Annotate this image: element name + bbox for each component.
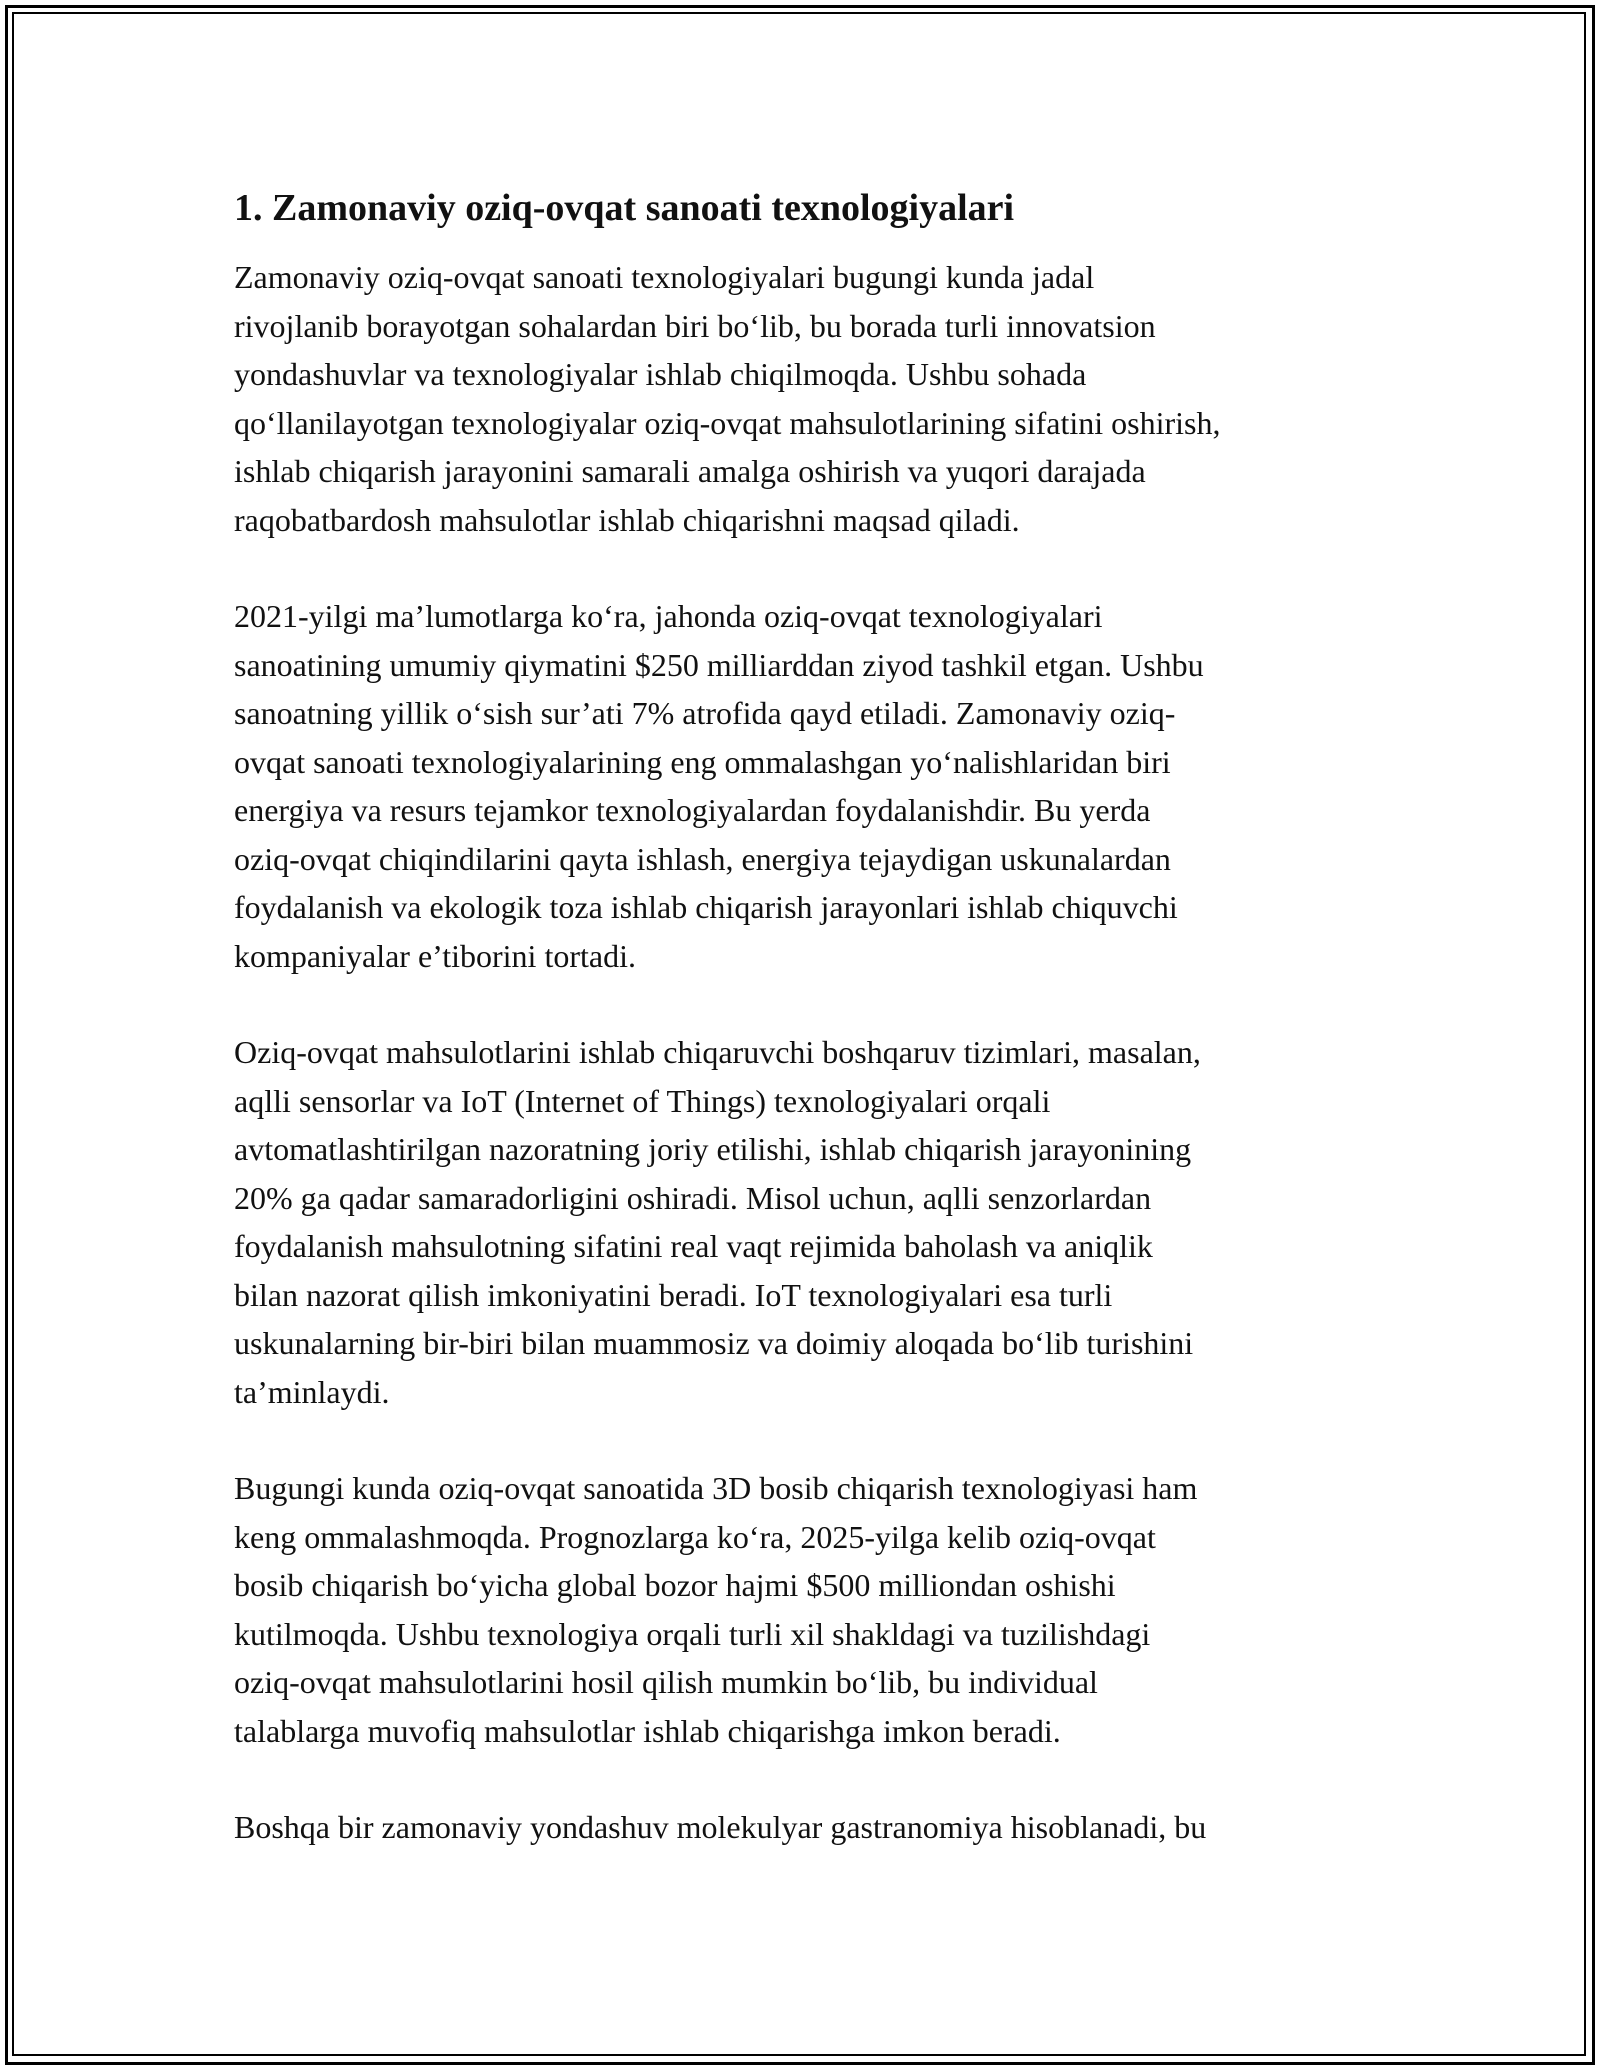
text-line: Zamonaviy oziq-ovqat sanoati texnologiyalari bugungi kunda jadal bbox=[234, 259, 1095, 295]
text-line: sanoatining umumiy qiymatini $250 milliarddan ziyod tashkil etgan. Ushbu bbox=[234, 646, 1204, 683]
text-line: rivojlanib borayotgan sohalardan biri bo‘lib, bu borada turli innovatsion bbox=[234, 307, 1156, 344]
text-line: bosib chiqarish bo‘yicha global bozor hajmi $500 milliondan oshishi bbox=[234, 1567, 1116, 1603]
paragraph-1 bbox=[234, 253, 1384, 544]
text-line: keng ommalashmoqda. Prognozlarga ko‘ra, 2025-yilga kelib oziq-ovqat bbox=[234, 1518, 1156, 1555]
text-line: avtomatlashtirilgan nazoratning joriy etilishi, ishlab chiqarish jarayonining bbox=[234, 1131, 1192, 1167]
text-line: Boshqa bir zamonaviy yondashuv molekulyar gastranomiya hisoblanadi, bu bbox=[234, 1809, 1207, 1845]
section-title: 1. Zamonaviy oziq-ovqat sanoati texnologiyalari bbox=[234, 187, 1015, 229]
text-line: oziq-ovqat mahsulotlarini hosil qilish mumkin bo‘lib, bu individual bbox=[234, 1664, 1098, 1700]
text-line: bilan nazorat qilish imkoniyatini beradi. IoT texnologiyalari esa turli bbox=[234, 1276, 1113, 1313]
text-line: sanoatning yillik o‘sish sur’ati 7% atrofida qayd etiladi. Zamonaviy oziq- bbox=[234, 695, 1176, 731]
text-line: ishlab chiqarish jarayonini samarali amalga oshirish va yuqori darajada bbox=[234, 453, 1146, 489]
text-line: yondashuvlar va texnologiyalar ishlab chiqilmoqda. Ushbu sohada bbox=[234, 356, 1087, 392]
text-line: ta’minlaydi. bbox=[234, 1373, 390, 1410]
text-line: talablarga muvofiq mahsulotlar ishlab chiqarishga imkon beradi. bbox=[234, 1712, 1061, 1749]
text-line: raqobatbardosh mahsulotlar ishlab chiqarishni maqsad qiladi. bbox=[234, 501, 1020, 538]
document-page bbox=[234, 185, 1384, 1900]
text-line: qo‘llanilayotgan texnologiyalar oziq-ovqat mahsulotlarining sifatini oshirish, bbox=[234, 404, 1221, 441]
paragraph-2 bbox=[234, 592, 1384, 980]
text-line: kutilmoqda. Ushbu texnologiya orqali turli xil shakldagi va tuzilishdagi bbox=[234, 1615, 1151, 1652]
text-line: Bugungi kunda oziq-ovqat sanoatida 3D bosib chiqarish texnologiyasi ham bbox=[234, 1470, 1198, 1506]
text-line: 20% ga qadar samaradorligini oshiradi. Misol uchun, aqlli senzorlardan bbox=[234, 1179, 1152, 1216]
text-line: foydalanish va ekologik toza ishlab chiqarish jarayonlari ishlab chiquvchi bbox=[234, 889, 1178, 925]
paragraph-4 bbox=[234, 1464, 1384, 1755]
text-line: energiya va resurs tejamkor texnologiyalardan foydalanishdir. Bu yerda bbox=[234, 792, 1151, 828]
text-line: uskunalarning bir-biri bilan muammosiz va doimiy aloqada bo‘lib turishini bbox=[234, 1325, 1194, 1361]
paragraph-5 bbox=[234, 1803, 1384, 1852]
text-line: foydalanish mahsulotning sifatini real vaqt rejimida baholash va aniqlik bbox=[234, 1228, 1153, 1264]
text-line: Oziq-ovqat mahsulotlarini ishlab chiqaruvchi boshqaruv tizimlari, masalan, bbox=[234, 1034, 1201, 1070]
text-line: ovqat sanoati texnologiyalarining eng ommalashgan yo‘nalishlaridan biri bbox=[234, 743, 1171, 780]
text-line: aqlli sensorlar va IoT (Internet of Things) texnologiyalari orqali bbox=[234, 1082, 1051, 1119]
text-line: oziq-ovqat chiqindilarini qayta ishlash, energiya tejaydigan uskunalardan bbox=[234, 840, 1171, 877]
paragraph-3 bbox=[234, 1028, 1384, 1416]
text-line: 2021-yilgi ma’lumotlarga ko‘ra, jahonda oziq-ovqat texnologiyalari bbox=[234, 598, 1103, 634]
text-line: kompaniyalar e’tiborini tortadi. bbox=[234, 937, 636, 974]
